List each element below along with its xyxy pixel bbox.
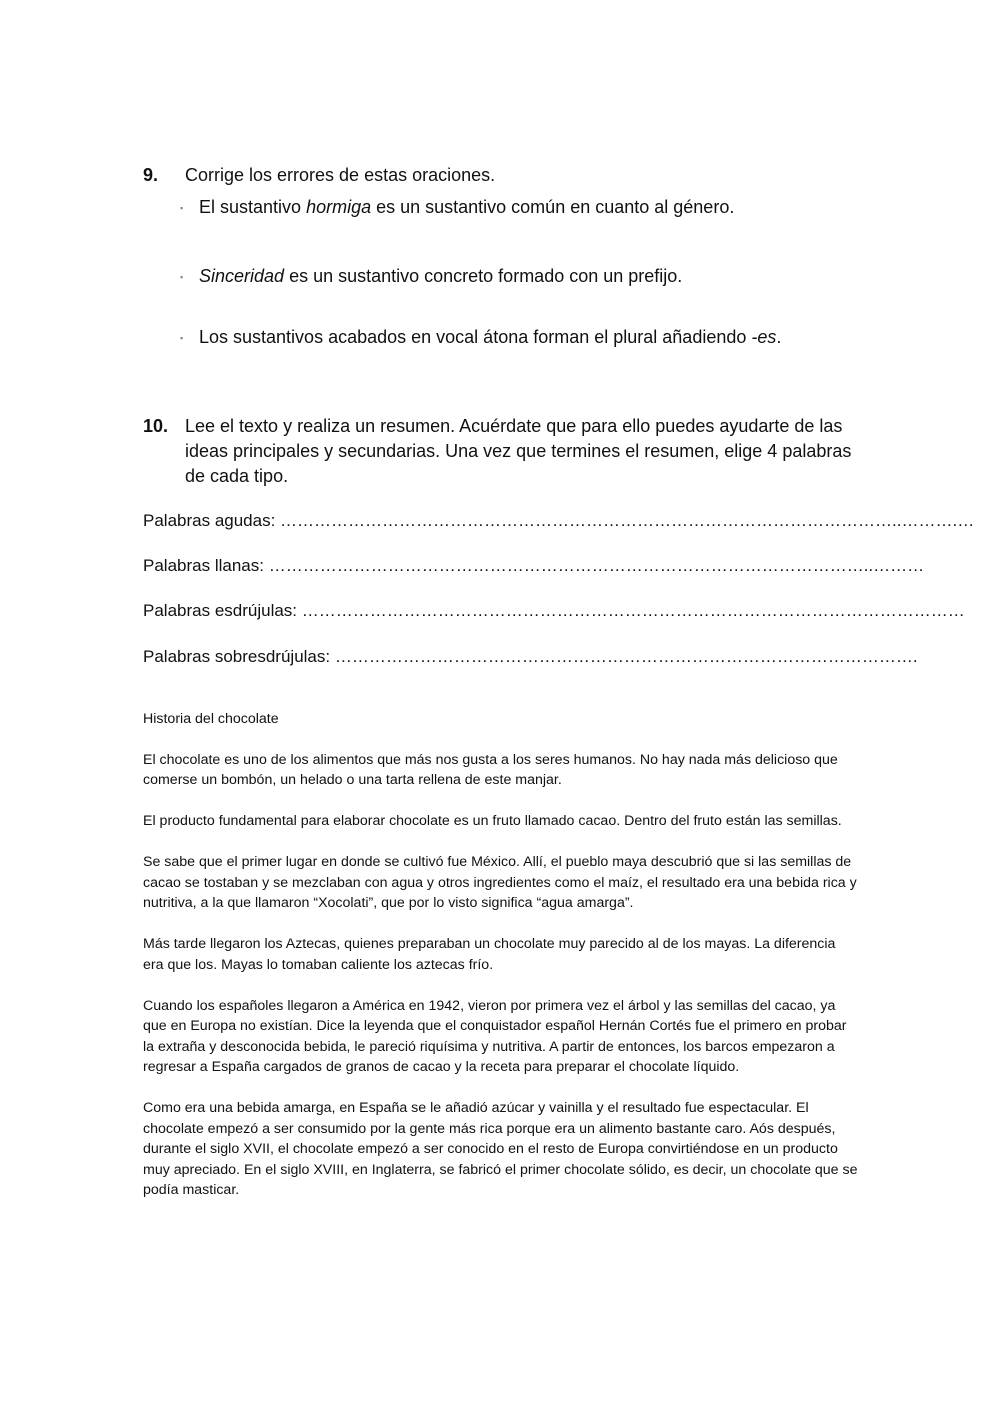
exercise-9-sentence-1 <box>180 195 880 220</box>
answer-dotted-line[interactable]: ……………………………………………………………………………………………..……… <box>268 556 925 575</box>
field-palabras-esdrujulas[interactable] <box>143 600 965 622</box>
sentence-text: es un sustantivo concreto formado con un prefijo. <box>284 266 683 286</box>
reading-text <box>143 709 858 1221</box>
exercise-9-sentence-2 <box>180 264 880 289</box>
bullet-icon: ▪ <box>180 203 184 214</box>
reading-paragraph: El chocolate es uno de los alimentos que más nos gusta a los seres humanos. No hay nada más delicioso que comerse un bombón, un helado o una tarta rellena de este manjar. <box>143 751 838 788</box>
sentence-text: El sustantivo <box>199 197 307 217</box>
reading-paragraph: El producto fundamental para elaborar chocolate es un fruto llamado cacao. Dentro del fruto están las semillas. <box>143 813 842 829</box>
answer-dotted-line[interactable]: ……………………………………………………………………………………………………… <box>301 601 965 620</box>
field-label: Palabras agudas: <box>143 511 281 530</box>
field-palabras-agudas[interactable] <box>143 510 975 532</box>
exercise-10-instruction: Lee el texto y realiza un resumen. Acuérdate que para ello puedes ayudarte de las ideas principales y secundarias. Una vez que termines el resumen, elige 4 palabras de cada tipo. <box>185 416 852 486</box>
answer-dotted-line[interactable]: ………………………………………………………………………………………………..……….… <box>280 511 975 530</box>
reading-title: Historia del chocolate <box>143 711 279 727</box>
reading-paragraph: Más tarde llegaron los Aztecas, quienes preparaban un chocolate muy parecido al de los mayas. La diferencia era que los. Mayas lo tomaban caliente los aztecas frío. <box>143 936 836 973</box>
exercise-9 <box>143 163 863 188</box>
sentence-text: . <box>776 327 782 347</box>
exercise-9-sentence-3 <box>180 325 880 350</box>
exercise-9-number: 9. <box>143 165 159 185</box>
exercise-9-instruction: Corrige los errores de estas oraciones. <box>185 165 496 185</box>
sentence-italic-word: -es <box>751 327 777 347</box>
field-palabras-llanas[interactable] <box>143 555 925 577</box>
sentence-text: Los sustantivos acabados en vocal átona forman el plural añadiendo <box>199 327 752 347</box>
exercise-10 <box>143 414 863 489</box>
reading-paragraph: Como era una bebida amarga, en España se le añadió azúcar y vainilla y el resultado fue espectacular. El chocolate empezó a ser consumido por la gente más rica porque era un alimento bastante caro. Aós después, durante el siglo XVII, el chocolate empezó a ser conocido en el resto de Europa convirtiéndose en un producto muy apreciado. En el siglo XVIII, en Inglaterra, se fabricó el primer chocolate sólido, es decir, un chocolate que se podía masticar. <box>143 1100 858 1198</box>
field-label: Palabras esdrújulas: <box>143 601 302 620</box>
bullet-icon: ▪ <box>180 333 184 344</box>
field-label: Palabras llanas: <box>143 556 269 575</box>
reading-paragraph: Se sabe que el primer lugar en donde se cultivó fue México. Allí, el pueblo maya descubrió que si las semillas de cacao se tostaban y se mezclaban con agua y otros ingredientes como el maíz, el resultado era una bebida rica y nutritiva, a la que llamaron “Xocolati”, que por lo visto significa “agua amarga”. <box>143 854 857 911</box>
answer-dotted-line[interactable]: …………………………………………………………………………………………. <box>334 647 918 666</box>
reading-paragraph: Cuando los españoles llegaron a América en 1942, vieron por primera vez el árbol y las semillas del cacao, ya que en Europa no existían. Dice la leyenda que el conquistador español Hernán Cortés fue el primero en probar la extraña y desconocida bebida, le pareció riquísima y nutritiva. A partir de entonces, los barcos empezaron a regresar a España cargados de granos de cacao y la receta para preparar el chocolate líquido. <box>143 997 847 1075</box>
bullet-icon: ▪ <box>180 272 184 283</box>
sentence-italic-word: hormiga <box>306 197 372 217</box>
sentence-italic-word: Sinceridad <box>199 266 285 286</box>
sentence-text: es un sustantivo común en cuanto al género. <box>371 197 735 217</box>
field-palabras-sobresdrujulas[interactable] <box>143 646 918 668</box>
field-label: Palabras sobresdrújulas: <box>143 647 335 666</box>
exercise-10-number: 10. <box>143 416 169 436</box>
